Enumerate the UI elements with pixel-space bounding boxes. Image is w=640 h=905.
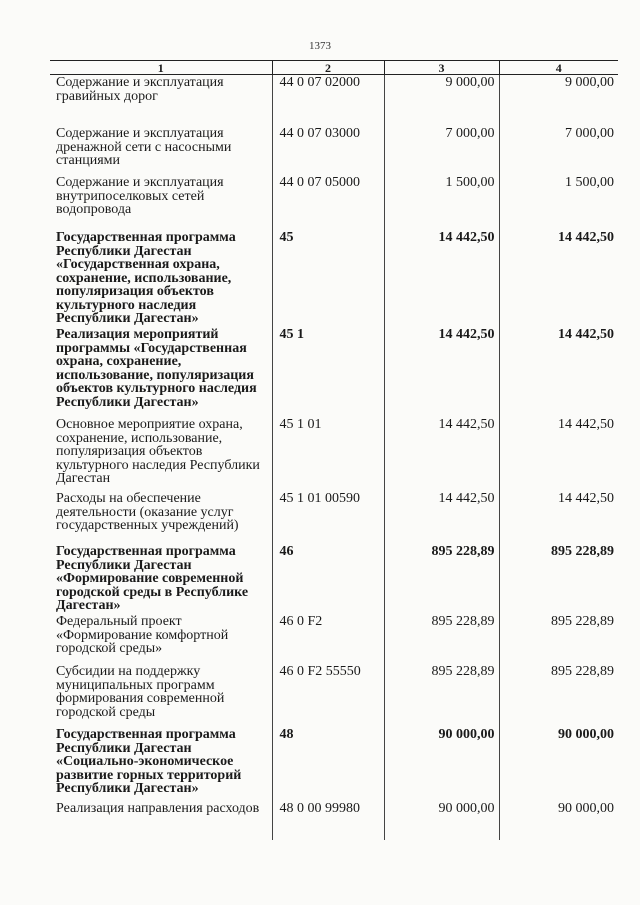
row-value-2: 90 000,00: [499, 727, 618, 801]
budget-table: [50, 60, 618, 840]
table-row: [50, 614, 618, 664]
table-row: [50, 417, 618, 491]
table-row: [50, 664, 618, 727]
table-row: [50, 327, 618, 417]
row-value-2: 14 442,50: [499, 230, 618, 327]
table-row: [50, 801, 618, 840]
row-name: Субсидии на поддержку муниципальных программ формирования современной городской среды: [56, 664, 225, 720]
row-name: Федеральный проект «Формирование комфортной городской среды»: [56, 614, 229, 656]
row-value-2: 7 000,00: [499, 126, 618, 175]
row-value-1: 9 000,00: [384, 75, 499, 127]
row-code: 46: [272, 544, 384, 614]
row-value-1: 90 000,00: [384, 727, 499, 801]
table-row: [50, 230, 618, 327]
row-value-1: 895 228,89: [384, 614, 499, 664]
row-name: Содержание и эксплуатация гравийных дорог: [56, 75, 224, 104]
row-value-2: 9 000,00: [499, 75, 618, 127]
row-code: 44 0 07 03000: [272, 126, 384, 175]
row-value-1: 90 000,00: [384, 801, 499, 840]
column-header-3: 3: [384, 61, 499, 75]
page-number: 1373: [309, 40, 331, 52]
row-value-2: 1 500,00: [499, 175, 618, 230]
row-name: Содержание и эксплуатация внутрипоселковых сетей водопровода: [56, 175, 224, 217]
row-name: Основное мероприятие охрана, сохранение, использование, популяризация объектов культурного наследия Республики Дагестан: [56, 417, 260, 486]
row-value-1: 14 442,50: [384, 491, 499, 544]
table-row: [50, 175, 618, 230]
row-value-1: 14 442,50: [384, 230, 499, 327]
row-code: 45 1: [272, 327, 384, 417]
row-value-2: 90 000,00: [499, 801, 618, 840]
row-value-2: 14 442,50: [499, 491, 618, 544]
row-value-2: 14 442,50: [499, 327, 618, 417]
table-row: [50, 727, 618, 801]
row-code: 44 0 07 05000: [272, 175, 384, 230]
row-name: Государственная программа Республики Дагестан «Социально-экономическое развитие горных территорий Республики Дагестан»: [56, 727, 242, 796]
table-row: [50, 491, 618, 544]
row-value-1: 1 500,00: [384, 175, 499, 230]
row-code: 46 0 F2 55550: [272, 664, 384, 727]
row-value-1: 895 228,89: [384, 544, 499, 614]
row-name: Государственная программа Республики Дагестан «Формирование современной городской среды в Республике Дагестан»: [56, 544, 249, 613]
row-code: 48 0 00 99980: [272, 801, 384, 840]
row-name: Реализация направления расходов: [56, 801, 260, 816]
column-header-1: 1: [50, 61, 272, 75]
row-value-2: 895 228,89: [499, 614, 618, 664]
row-name: Содержание и эксплуатация дренажной сети с насосными станциями: [56, 126, 232, 168]
table-header-row: [50, 61, 618, 75]
column-header-4: 4: [499, 61, 618, 75]
row-value-1: 14 442,50: [384, 417, 499, 491]
row-code: 45: [272, 230, 384, 327]
row-name: Расходы на обеспечение деятельности (оказание услуг государственных учреждений): [56, 491, 239, 533]
table-row: [50, 126, 618, 175]
row-code: 45 1 01 00590: [272, 491, 384, 544]
row-value-2: 895 228,89: [499, 664, 618, 727]
row-code: 48: [272, 727, 384, 801]
row-value-1: 14 442,50: [384, 327, 499, 417]
row-code: 46 0 F2: [272, 614, 384, 664]
row-value-2: 895 228,89: [499, 544, 618, 614]
row-name: Государственная программа Республики Дагестан «Государственная охрана, сохранение, использование, популяризация объектов культурного наследия Республики Дагестан»: [56, 230, 236, 326]
row-code: 44 0 07 02000: [272, 75, 384, 127]
table-row: [50, 75, 618, 127]
column-header-2: 2: [272, 61, 384, 75]
row-value-1: 7 000,00: [384, 126, 499, 175]
row-value-1: 895 228,89: [384, 664, 499, 727]
row-code: 45 1 01: [272, 417, 384, 491]
row-name: Реализация мероприятий программы «Государственная охрана, сохранение, использование, популяризация объектов культурного наследия Республики Дагестан»: [56, 327, 257, 410]
row-value-2: 14 442,50: [499, 417, 618, 491]
table-row: [50, 544, 618, 614]
